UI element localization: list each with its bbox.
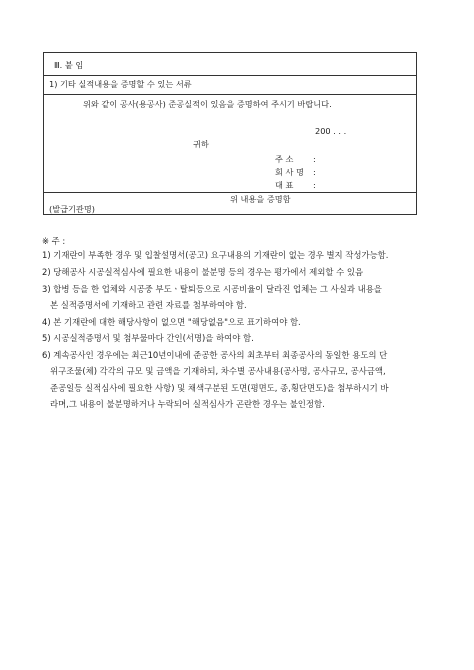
note-item: 본 실적증명서에 기재하고 관련 자료를 첨부하여야 함. [42,300,247,310]
addressee: 귀하 [193,139,209,149]
divider [44,192,416,193]
request-text: 위와 같이 공사(용공사) 준공실적이 있음을 증명하여 주시기 바랍니다. [83,99,332,109]
note-item: 4) 본 기재란에 대한 해당사항이 없으면 "해당없음"으로 표기하여야 함. [42,317,301,327]
note-item: 3) 합병 등을 한 업체와 시공중 부도ㆍ탈퇴등으로 시공비율이 달라진 업체는 그 사실과 내용을 [42,284,382,294]
address-label: 주 소 [275,154,294,164]
note-item: 위구조물(체) 각각의 규모 및 금액을 기재하되, 차수별 공사내용(공사명, 공사규모, 공사금액, [42,366,386,376]
attachment-form-box [43,52,417,215]
representative-label: 대 표 [275,180,294,190]
issuer-label: (발급기관명) [49,204,95,214]
note-item: 1) 기재란이 부족한 경우 및 입찰설명서(공고) 요구내용의 기재란이 없는 경우 별지 작성가능함. [42,250,389,260]
certify-text: 위 내용을 증명함 [230,194,291,204]
note-item: 2) 당해공사 시공실적심사에 필요한 내용이 불분명 등의 경우는 평가에서 제외할 수 있음 [42,267,364,277]
company-name-label: 회 사 명 [275,167,304,177]
item-title: 1) 기타 실적내용을 증명할 수 있는 서류 [49,79,192,89]
note-item: 5) 시공실적증명서 및 첨부물마다 간인(서명)을 하여야 함. [42,333,254,343]
note-item: 준공일등 실적심사에 필요한 사항) 및 채색구분된 도면(평면도, 종,횡단면도)을 첨부하시기 바 [42,383,389,393]
date-text: 200 . . . [315,126,347,136]
section-title: Ⅲ. 붙 임 [54,60,84,70]
address-colon: : [313,154,316,164]
note-item: 라며,그 내용이 불분명하거나 누락되어 실적심사가 곤란한 경우는 불인정함. [42,399,325,409]
notes-heading: ※ 주 : [42,236,66,246]
note-item: 6) 계속공사인 경우에는 최근10년이내에 준공한 공사의 최초부터 최종공사의 동일한 용도의 단 [42,350,388,360]
representative-colon: : [313,180,316,190]
company-name-colon: : [313,167,316,177]
divider [44,94,416,95]
divider [44,75,416,76]
